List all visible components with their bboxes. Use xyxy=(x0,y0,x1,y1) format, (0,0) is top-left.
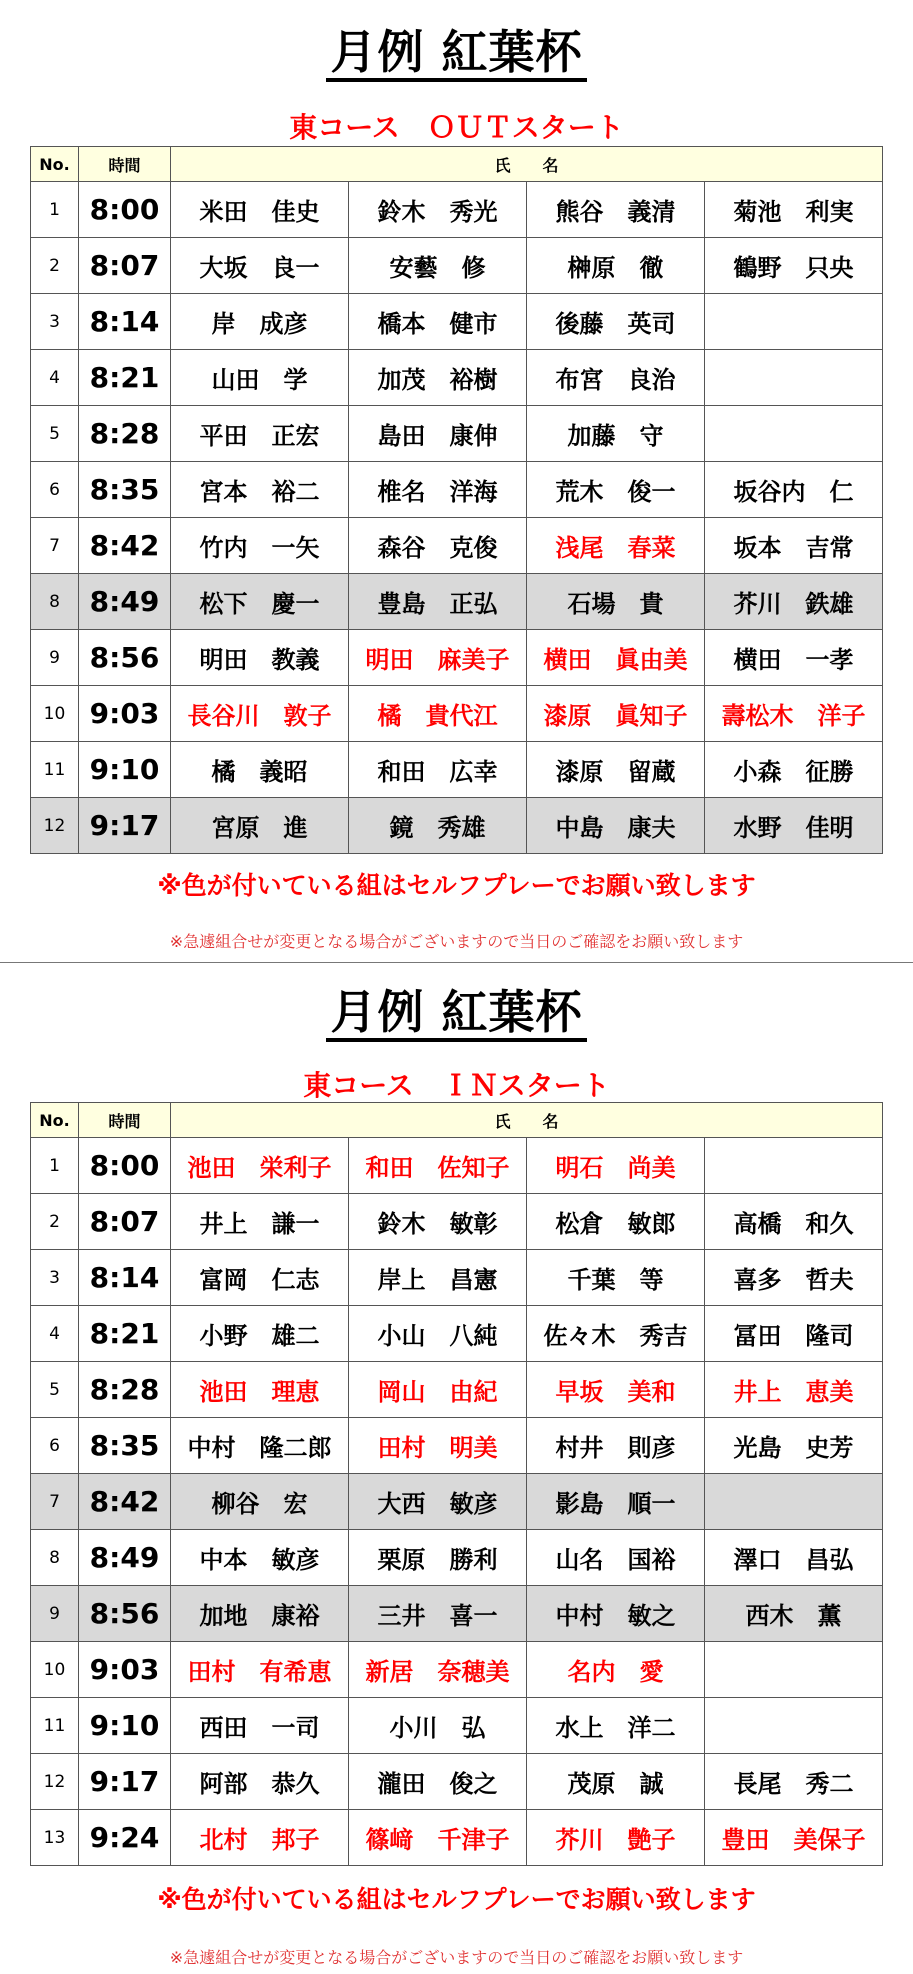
table-row xyxy=(31,182,883,238)
group-number: 3 xyxy=(31,1250,79,1306)
table-row xyxy=(31,462,883,518)
tee-time: 8:49 xyxy=(79,574,171,630)
player-name: 明石 尚美 xyxy=(527,1138,705,1194)
pairing-table-out xyxy=(30,146,883,854)
player-name: 坂本 吉常 xyxy=(705,518,883,574)
player-name: 芥川 鉄雄 xyxy=(705,574,883,630)
player-name: 豊田 美保子 xyxy=(705,1810,883,1866)
table-row xyxy=(31,1586,883,1642)
player-name: 高橋 和久 xyxy=(705,1194,883,1250)
table-row xyxy=(31,1474,883,1530)
table-row xyxy=(31,1698,883,1754)
tee-time: 8:07 xyxy=(79,238,171,294)
player-name: 鶴野 只央 xyxy=(705,238,883,294)
player-name: 佐々木 秀吉 xyxy=(527,1306,705,1362)
player-name: 井上 謙一 xyxy=(171,1194,349,1250)
player-name: 坂谷内 仁 xyxy=(705,462,883,518)
player-name: 竹内 一矢 xyxy=(171,518,349,574)
player-name: 冨田 隆司 xyxy=(705,1306,883,1362)
player-name: 松倉 敏郎 xyxy=(527,1194,705,1250)
player-name: 岸 成彦 xyxy=(171,294,349,350)
player-name: 中本 敏彦 xyxy=(171,1530,349,1586)
player-name xyxy=(705,1138,883,1194)
group-number: 2 xyxy=(31,1194,79,1250)
player-name: 松下 慶一 xyxy=(171,574,349,630)
player-name: 北村 邦子 xyxy=(171,1810,349,1866)
group-number: 5 xyxy=(31,406,79,462)
player-name: 瀧田 俊之 xyxy=(349,1754,527,1810)
player-name: 早坂 美和 xyxy=(527,1362,705,1418)
player-name: 鈴木 秀光 xyxy=(349,182,527,238)
player-name: 壽松木 洋子 xyxy=(705,686,883,742)
player-name: 橘 義昭 xyxy=(171,742,349,798)
group-number: 11 xyxy=(31,1698,79,1754)
tee-time: 8:21 xyxy=(79,350,171,406)
page-title: 月例 紅葉杯 xyxy=(0,24,913,82)
table-row xyxy=(31,1362,883,1418)
group-number: 4 xyxy=(31,1306,79,1362)
group-number: 13 xyxy=(31,1810,79,1866)
player-name: 米田 佳史 xyxy=(171,182,349,238)
header-time: 時間 xyxy=(79,1103,171,1138)
player-name: 和田 広幸 xyxy=(349,742,527,798)
player-name: 柳谷 宏 xyxy=(171,1474,349,1530)
player-name: 名内 愛 xyxy=(527,1642,705,1698)
table-row xyxy=(31,1418,883,1474)
table-row xyxy=(31,1754,883,1810)
table-row xyxy=(31,406,883,462)
player-name: 村井 則彦 xyxy=(527,1418,705,1474)
player-name: 田村 有希恵 xyxy=(171,1642,349,1698)
player-name: 栗原 勝利 xyxy=(349,1530,527,1586)
player-name: 宮本 裕二 xyxy=(171,462,349,518)
header-no: No. xyxy=(31,1103,79,1138)
table-row xyxy=(31,630,883,686)
change-notice: ※急遽組合せが変更となる場合がございますので当日のご確認をお願い致します xyxy=(169,1948,744,1967)
player-name: 鈴木 敏彰 xyxy=(349,1194,527,1250)
player-name: 横田 一孝 xyxy=(705,630,883,686)
group-number: 5 xyxy=(31,1362,79,1418)
tee-time: 8:35 xyxy=(79,462,171,518)
group-number: 7 xyxy=(31,518,79,574)
tee-time: 8:56 xyxy=(79,1586,171,1642)
player-name: 水上 洋二 xyxy=(527,1698,705,1754)
player-name: 中島 康夫 xyxy=(527,798,705,854)
player-name: 漆原 眞知子 xyxy=(527,686,705,742)
header-name: 氏 名 xyxy=(171,147,883,182)
group-number: 6 xyxy=(31,462,79,518)
table-row xyxy=(31,1642,883,1698)
player-name xyxy=(705,1642,883,1698)
table-row xyxy=(31,1138,883,1194)
tee-time: 8:49 xyxy=(79,1530,171,1586)
tee-time: 9:10 xyxy=(79,742,171,798)
player-name: 小森 征勝 xyxy=(705,742,883,798)
header-no: No. xyxy=(31,147,79,182)
player-name: 澤口 昌弘 xyxy=(705,1530,883,1586)
tee-time: 8:00 xyxy=(79,182,171,238)
page-title: 月例 紅葉杯 xyxy=(0,984,913,1042)
player-name: 長尾 秀二 xyxy=(705,1754,883,1810)
player-name: 明田 麻美子 xyxy=(349,630,527,686)
player-name: 漆原 留蔵 xyxy=(527,742,705,798)
group-number: 2 xyxy=(31,238,79,294)
tee-time: 8:07 xyxy=(79,1194,171,1250)
table-row xyxy=(31,518,883,574)
group-number: 9 xyxy=(31,1586,79,1642)
out-section xyxy=(0,0,913,962)
group-number: 10 xyxy=(31,1642,79,1698)
player-name: 井上 恵美 xyxy=(705,1362,883,1418)
table-row xyxy=(31,238,883,294)
player-name: 西田 一司 xyxy=(171,1698,349,1754)
table-row xyxy=(31,686,883,742)
group-number: 9 xyxy=(31,630,79,686)
player-name: 和田 佐知子 xyxy=(349,1138,527,1194)
player-name: 千葉 等 xyxy=(527,1250,705,1306)
player-name: 菊池 利実 xyxy=(705,182,883,238)
tee-time: 8:42 xyxy=(79,1474,171,1530)
group-number: 11 xyxy=(31,742,79,798)
group-number: 4 xyxy=(31,350,79,406)
player-name: 荒木 俊一 xyxy=(527,462,705,518)
group-number: 3 xyxy=(31,294,79,350)
group-number: 10 xyxy=(31,686,79,742)
tee-time: 8:56 xyxy=(79,630,171,686)
player-name: 明田 教義 xyxy=(171,630,349,686)
player-name: 岸上 昌憲 xyxy=(349,1250,527,1306)
player-name: 三井 喜一 xyxy=(349,1586,527,1642)
player-name xyxy=(705,294,883,350)
player-name: 加藤 守 xyxy=(527,406,705,462)
group-number: 6 xyxy=(31,1418,79,1474)
player-name: 影島 順一 xyxy=(527,1474,705,1530)
player-name: 石場 貴 xyxy=(527,574,705,630)
player-name xyxy=(705,1698,883,1754)
player-name: 喜多 哲夫 xyxy=(705,1250,883,1306)
player-name: 岡山 由紀 xyxy=(349,1362,527,1418)
tee-time: 8:14 xyxy=(79,1250,171,1306)
player-name: 榊原 徹 xyxy=(527,238,705,294)
pairing-table-in xyxy=(30,1102,883,1866)
table-row xyxy=(31,294,883,350)
player-name: 橘 貴代江 xyxy=(349,686,527,742)
player-name: 芥川 艶子 xyxy=(527,1810,705,1866)
player-name: 浅尾 春菜 xyxy=(527,518,705,574)
player-name: 宮原 進 xyxy=(171,798,349,854)
player-name: 横田 眞由美 xyxy=(527,630,705,686)
group-number: 12 xyxy=(31,798,79,854)
player-name: 富岡 仁志 xyxy=(171,1250,349,1306)
player-name xyxy=(705,406,883,462)
player-name: 水野 佳明 xyxy=(705,798,883,854)
tee-time: 8:21 xyxy=(79,1306,171,1362)
player-name: 橋本 健市 xyxy=(349,294,527,350)
header-name: 氏 名 xyxy=(171,1103,883,1138)
tee-time: 8:35 xyxy=(79,1418,171,1474)
table-row xyxy=(31,350,883,406)
tee-time: 8:28 xyxy=(79,1362,171,1418)
table-row xyxy=(31,798,883,854)
course-heading: 東コース ＯＵＴスタート xyxy=(289,111,624,144)
tee-time: 8:14 xyxy=(79,294,171,350)
change-notice: ※急遽組合せが変更となる場合がございますので当日のご確認をお願い致します xyxy=(169,932,744,951)
player-name: 山名 国裕 xyxy=(527,1530,705,1586)
group-number: 7 xyxy=(31,1474,79,1530)
player-name: 山田 学 xyxy=(171,350,349,406)
table-row xyxy=(31,1810,883,1866)
table-row xyxy=(31,1306,883,1362)
player-name: 島田 康伸 xyxy=(349,406,527,462)
player-name: 大西 敏彦 xyxy=(349,1474,527,1530)
player-name xyxy=(705,350,883,406)
player-name: 小野 雄二 xyxy=(171,1306,349,1362)
player-name: 小山 八純 xyxy=(349,1306,527,1362)
player-name: 西木 薫 xyxy=(705,1586,883,1642)
player-name xyxy=(705,1474,883,1530)
player-name: 阿部 恭久 xyxy=(171,1754,349,1810)
player-name: 森谷 克俊 xyxy=(349,518,527,574)
player-name: 平田 正宏 xyxy=(171,406,349,462)
player-name: 鏡 秀雄 xyxy=(349,798,527,854)
group-number: 8 xyxy=(31,574,79,630)
player-name: 加茂 裕樹 xyxy=(349,350,527,406)
tee-time: 9:17 xyxy=(79,798,171,854)
table-row xyxy=(31,742,883,798)
player-name: 後藤 英司 xyxy=(527,294,705,350)
table-row xyxy=(31,1250,883,1306)
group-number: 1 xyxy=(31,1138,79,1194)
tee-time: 9:24 xyxy=(79,1810,171,1866)
player-name: 豊島 正弘 xyxy=(349,574,527,630)
player-name: 熊谷 義清 xyxy=(527,182,705,238)
player-name: 長谷川 敦子 xyxy=(171,686,349,742)
tee-time: 9:17 xyxy=(79,1754,171,1810)
self-play-note: ※色が付いている組はセルフプレーでお願い致します xyxy=(157,1885,756,1914)
player-name: 田村 明美 xyxy=(349,1418,527,1474)
player-name: 小川 弘 xyxy=(349,1698,527,1754)
tee-time: 8:00 xyxy=(79,1138,171,1194)
player-name: 篠﨑 千津子 xyxy=(349,1810,527,1866)
player-name: 茂原 誠 xyxy=(527,1754,705,1810)
player-name: 椎名 洋海 xyxy=(349,462,527,518)
player-name: 池田 理恵 xyxy=(171,1362,349,1418)
table-row xyxy=(31,1194,883,1250)
tee-time: 9:10 xyxy=(79,1698,171,1754)
group-number: 12 xyxy=(31,1754,79,1810)
player-name: 布宮 良治 xyxy=(527,350,705,406)
player-name: 光島 史芳 xyxy=(705,1418,883,1474)
player-name: 新居 奈穂美 xyxy=(349,1642,527,1698)
course-heading: 東コース ＩＮスタート xyxy=(303,1069,610,1102)
player-name: 大坂 良一 xyxy=(171,238,349,294)
table-row xyxy=(31,574,883,630)
player-name: 中村 敏之 xyxy=(527,1586,705,1642)
player-name: 安藝 修 xyxy=(349,238,527,294)
header-time: 時間 xyxy=(79,147,171,182)
player-name: 中村 隆二郎 xyxy=(171,1418,349,1474)
tee-time: 8:42 xyxy=(79,518,171,574)
player-name: 池田 栄利子 xyxy=(171,1138,349,1194)
in-section xyxy=(0,962,913,1974)
group-number: 1 xyxy=(31,182,79,238)
self-play-note: ※色が付いている組はセルフプレーでお願い致します xyxy=(157,871,756,900)
player-name: 加地 康裕 xyxy=(171,1586,349,1642)
tee-time: 8:28 xyxy=(79,406,171,462)
tee-time: 9:03 xyxy=(79,1642,171,1698)
table-row xyxy=(31,1530,883,1586)
group-number: 8 xyxy=(31,1530,79,1586)
tee-time: 9:03 xyxy=(79,686,171,742)
